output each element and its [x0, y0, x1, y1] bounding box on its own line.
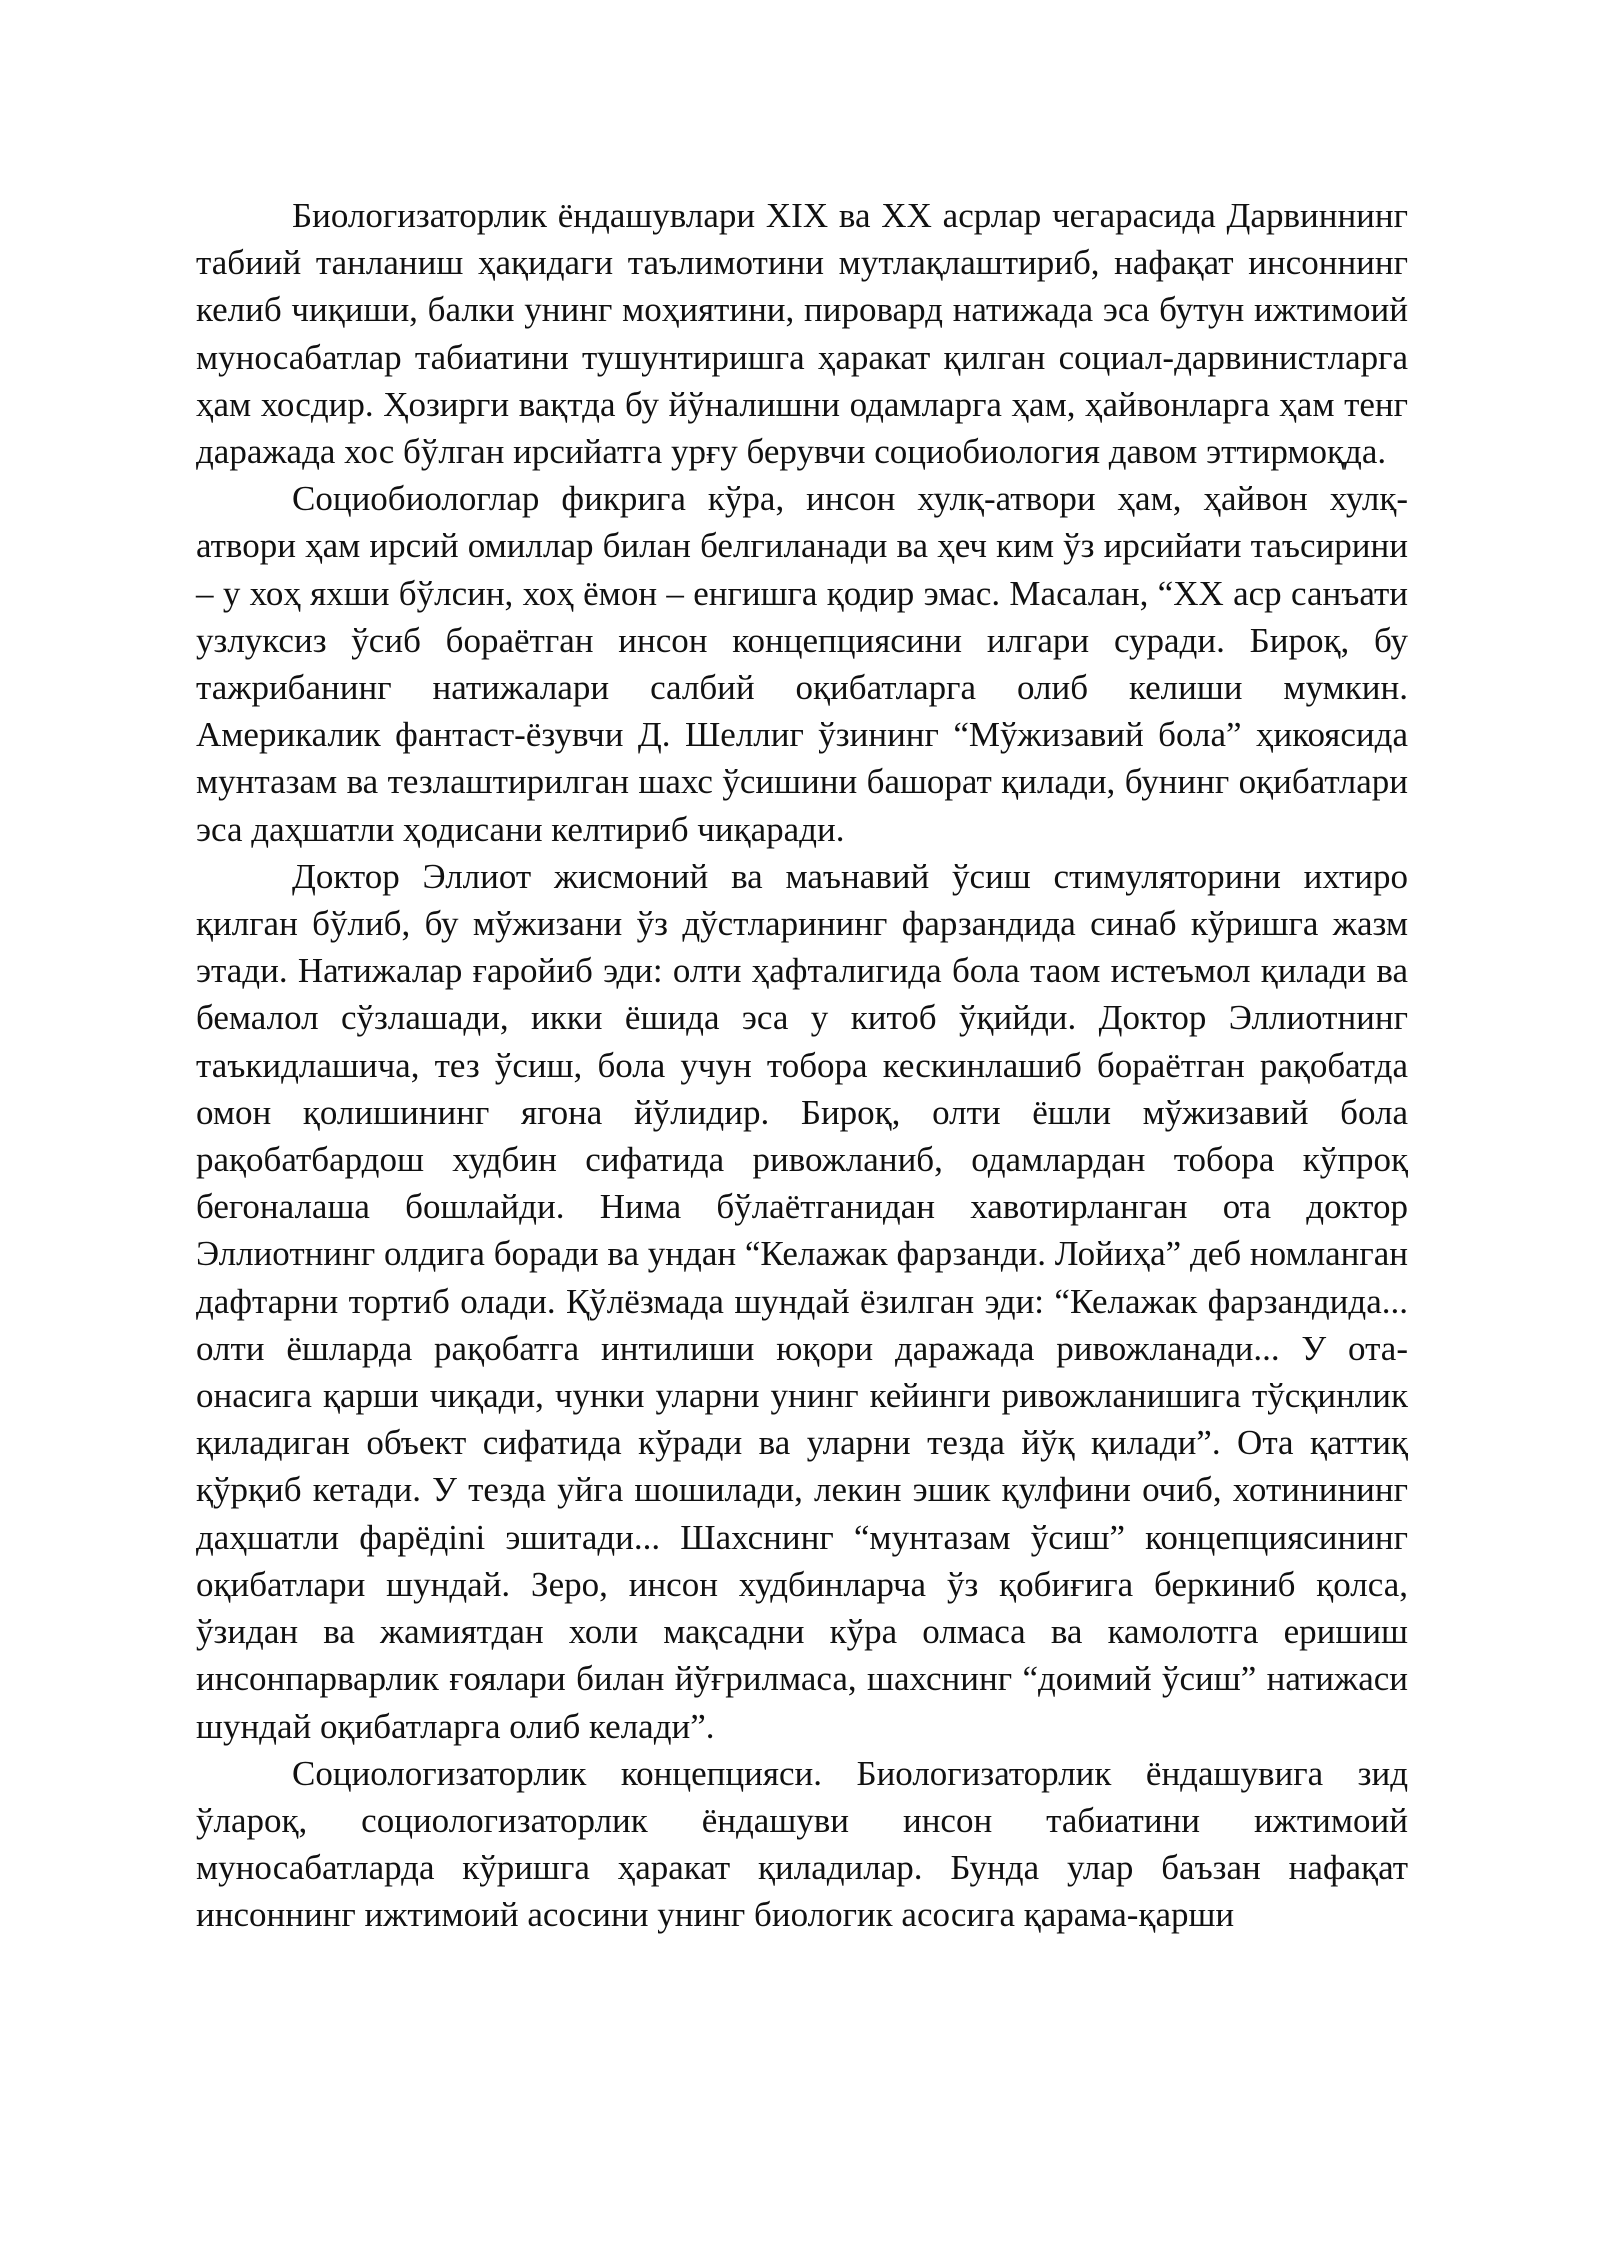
document-page — [196, 192, 1408, 1939]
paragraph-sociologization: Социологизаторлик концепцияси. Биологизаторлик ёндашувига зид ўлароқ, социологизаторлик ёндашуви инсон табиатини ижтимоий муносабатларда кўришга ҳаракат қиладилар. Бунда улар баъзан нафақат инсоннинг ижтимоий асосини унинг биологик асосига қарама-қарши — [196, 1753, 1408, 1935]
paragraph-biologization: Биологизаторлик ёндашувлари XIX ва XX асрлар чегарасида Дарвиннинг табиий танланиш ҳақидаги таълимотини мутлақлаштириб, нафақат инсоннинг келиб чиқиши, балки унинг моҳиятини, пировард натижада эса бутун ижтимоий муносабатлар табиатини тушунтиришга ҳаракат қилган социал-дарвинистларга ҳам хосдир. Ҳозирги вақтда бу йўналишни одамларга ҳам, ҳайвонларга ҳам тенг даражада хос бўлган ирсийатга урғу берувчи социобиология давом эттирмоқда. — [196, 196, 1408, 472]
paragraph-doctor-elliot: Доктор Эллиот жисмоний ва маънавий ўсиш стимуляторини ихтиро қилган бўлиб, бу мўжизани ўз дўстларининг фарзандида синаб кўришга жазм этади. Натижалар ғаройиб эди: олти ҳафталигида бола таом истеъмол қилади ва бемалол сўзлашади, икки ёшида эса у китоб ўқийди. Доктор Эллиотнинг таъкидлашича, тез ўсиш, бола учун тобора кескинлашиб бораётган рақобатда омон қолишининг ягона йўлидир. Бироқ, олти ёшли мўжизавий бола рақобатбардош худбин сифатида ривожланиб, одамлардан тобора кўпроқ бегоналаша бошлайди. Нима бўлаётганидан хавотирланган ота доктор Эллиотнинг олдига боради ва ундан “Келажак фарзанди. Лойиҳа” деб номланган дафтарни тортиб олади. Қўлёзмада шундай ёзилган эди: “Келажак фарзандида... олти ёшларда рақобатга интилиши юқори даражада ривожланади... У ота-онасига қарши чиқади, чунки уларни унинг кейинги ривожланишига тўсқинлик қиладиган объект сифатида кўради ва уларни тезда йўқ қилади”. Ота қаттиқ қўрқиб кетади. У тезда уйга шошилади, лекин эшик қулфини очиб, хотинининг даҳшатли фарёдini эшитади... Шахснинг “мунтазам ўсиш” концепциясининг оқибатлари шундай. Зеро, инсон худбинларча ўз қобиғига беркиниб қолса, ўзидан ва жамиятдан холи мақсадни кўра олмаса ва камолотга еришиш инсонпарварлик ғоялари билан йўғрилмаса, шахснинг “доимий ўсиш” натижаси шундай оқибатларга олиб келади”. — [196, 856, 1408, 1746]
paragraph-sociobiologists: Социобиологлар фикрига кўра, инсон хулқ-атвори ҳам, ҳайвон хулқ-атвори ҳам ирсий омиллар билан белгиланади ва ҳеч ким ўз ирсийати таъсирини – у хоҳ яхши бўлсин, хоҳ ёмон – енгишга қодир эмас. Масалан, “XX аср санъати узлуксиз ўсиб бораётган инсон концепциясини илгари суради. Бироқ, бу тажрибанинг натижалари салбий оқибатларга олиб келиши мумкин. Америкалик фантаст-ёзувчи Д. Шеллиг ўзининг “Мўжизавий бола” ҳикоясида мунтазам ва тезлаштирилган шахс ўсишини башорат қилади, бунинг оқибатлари эса даҳшатли ҳодисани келтириб чиқаради. — [196, 479, 1408, 849]
